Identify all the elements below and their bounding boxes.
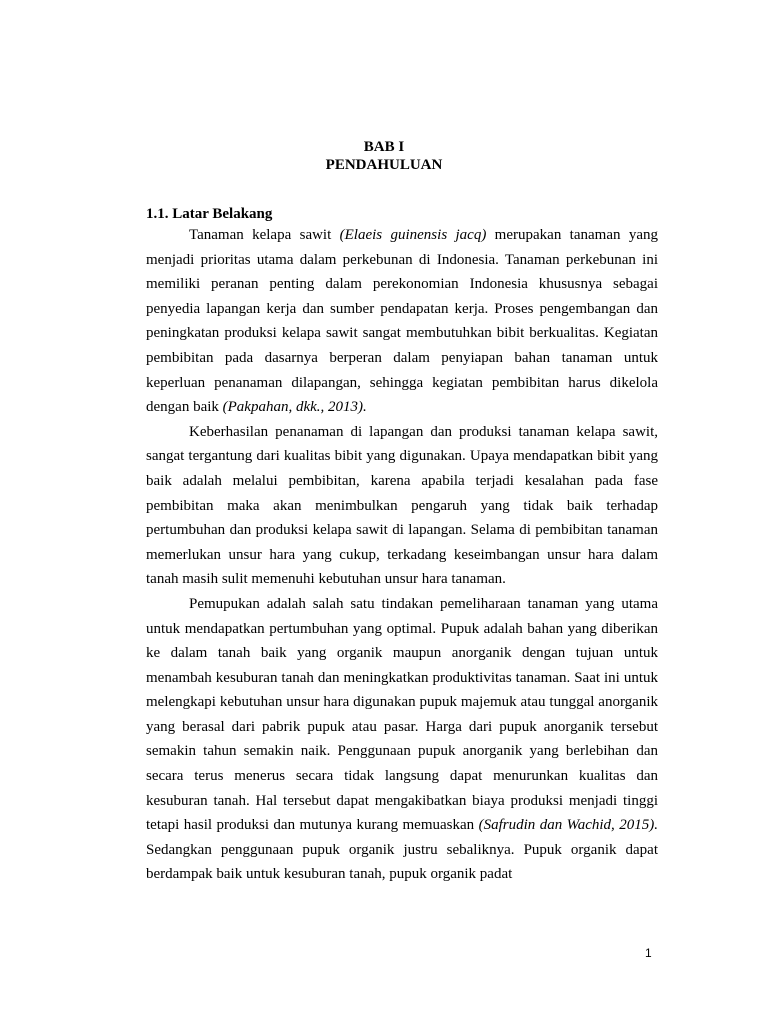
paragraph-3-text-c: Sedangkan penggunaan pupuk organik justru sebaliknya. Pupuk organik dapat berdampak baik untuk kesuburan tanah, pupuk organik padat <box>146 841 658 883</box>
paragraph-1-text-a: Tanaman kelapa sawit <box>189 227 340 243</box>
paragraph-2 <box>146 420 658 592</box>
citation-pakpahan: (Pakpahan, dkk., 2013). <box>222 399 367 416</box>
paragraph-3 <box>146 592 658 887</box>
section-heading: 1.1. Latar Belakang <box>146 206 273 222</box>
chapter-title: PENDAHULUAN <box>325 157 443 173</box>
paragraph-3-text-a: Pemupukan adalah salah satu tindakan pemeliharaan tanaman yang utama untuk mendapatkan pertumbuhan yang optimal. Pupuk adalah bahan yang diberikan ke dalam tanah baik yang organik maupun anorganik dengan tujuan untuk menambah kesuburan tanah dan meningkatkan produktivitas tanaman. Saat ini untuk melengkapi kebutuhan unsur hara digunakan pupuk majemuk atau tunggal anorganik yang berasal dari pabrik pupuk atau pasar. Harga dari pupuk anorganik tersebut semakin tahun semakin naik. Penggunaan pupuk anorganik yang berlebihan dan secara terus menerus secara tidak langsung dapat menurunkan kualitas dan kesuburan tanah. Hal tersebut dapat mengakibatkan biaya produksi menjadi tinggi tetapi hasil produksi dan mutunya kurang memuaskan <box>146 595 658 834</box>
scientific-name: (Elaeis guinensis jacq) <box>339 227 487 243</box>
paragraph-1 <box>146 223 658 420</box>
body-text <box>146 223 658 887</box>
page-number: 1 <box>645 946 652 960</box>
citation-safrudin: (Safrudin dan Wachid, 2015). <box>478 817 658 834</box>
paragraph-2-text: Keberhasilan penanaman di lapangan dan produksi tanaman kelapa sawit, sangat tergantung dari kualitas bibit yang digunakan. Upaya mendapatkan bibit yang baik adalah melalui pembibitan, karena apabila terjadi kesalahan pada fase pembibitan maka akan menimbulkan pengaruh yang tidak baik terhadap pertumbuhan dan produksi kelapa sawit di lapangan. Selama di pembibitan tanaman memerlukan unsur hara yang cukup, terkadang keseimbangan unsur hara dalam tanah masih sulit memenuhi kebutuhan unsur hara tanaman. <box>146 423 658 588</box>
paragraph-1-text-c: merupakan tanaman yang menjadi prioritas utama dalam perkebunan di Indonesia. Tanaman perkebunan ini memiliki peranan penting dalam perekonomian Indonesia khususnya sebagai penyedia lapangan kerja dan sumber pendapatan kerja. Proses pengembangan dan peningkatan produksi kelapa sawit sangat membutuhkan bibit berkualitas. Kegiatan pembibitan pada dasarnya berperan dalam penyiapan bahan tanaman untuk keperluan penanaman dilapangan, sehingga kegiatan pembibitan harus dikelola dengan baik <box>146 227 658 416</box>
chapter-number: BAB I <box>363 139 405 155</box>
